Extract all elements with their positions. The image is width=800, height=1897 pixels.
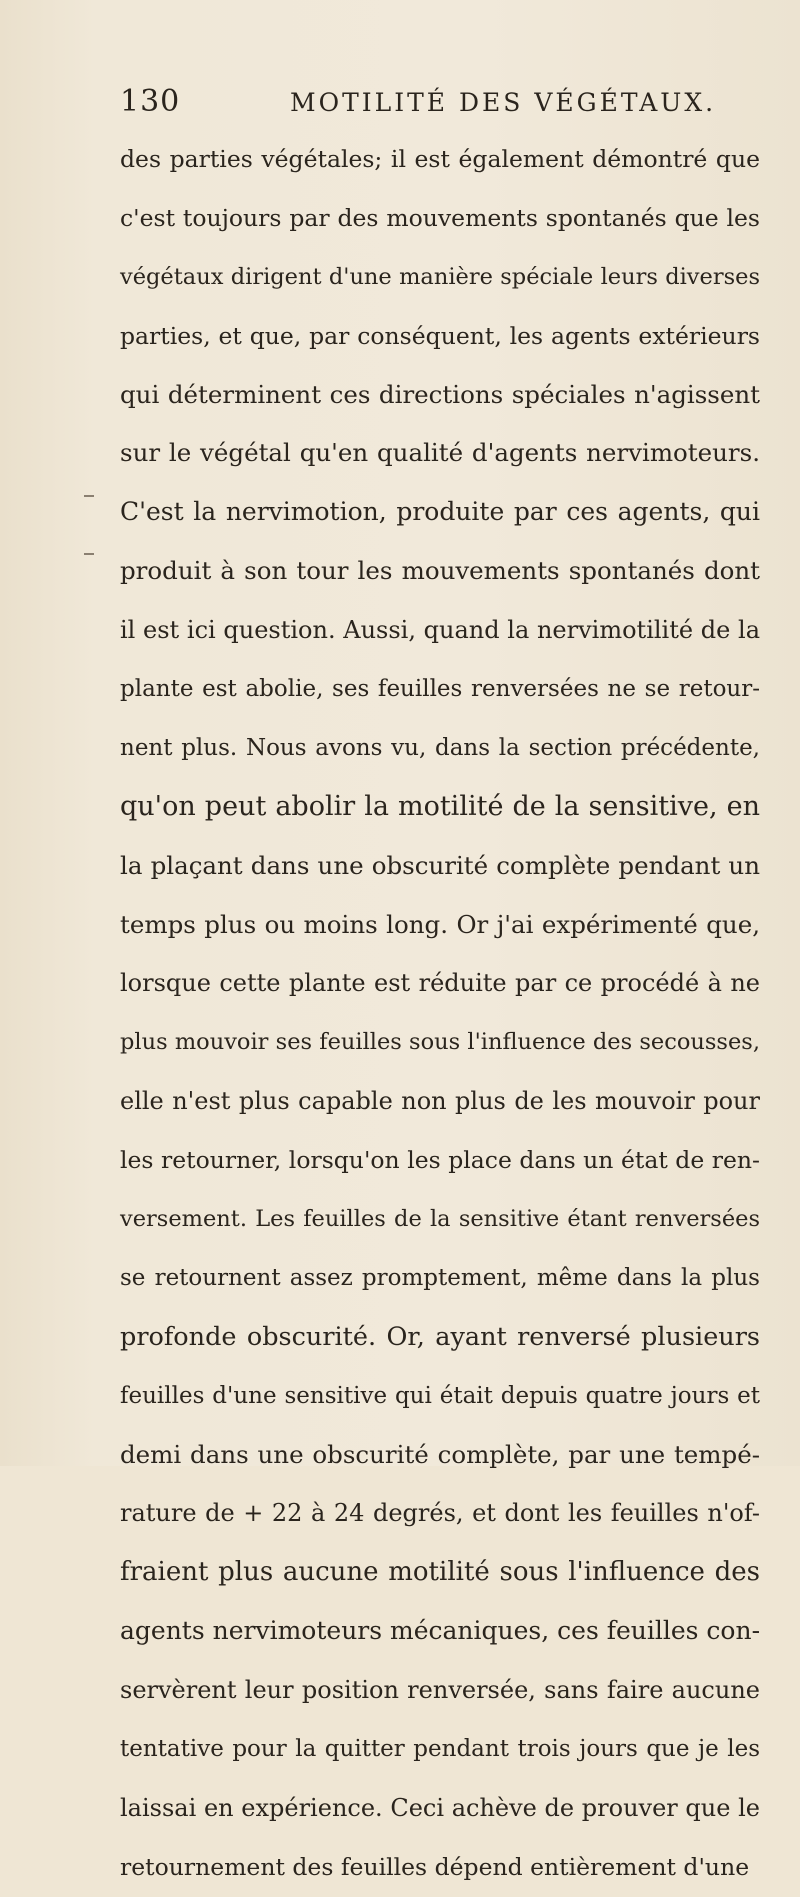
text-line: servèrent leur position renversée, sans faire aucune bbox=[120, 1676, 760, 1705]
text-line: la plaçant dans une obscurité complète pendant un bbox=[120, 850, 760, 880]
text-line: tentative pour la quitter pendant trois jours que je les bbox=[120, 1736, 760, 1763]
text-line: il est ici question. Aussi, quand la nervimotilité de la bbox=[120, 616, 760, 645]
text-line: végétaux dirigent d'une manière spéciale leurs diverses bbox=[120, 263, 760, 290]
text-line: elle n'est plus capable non plus de les mouvoir pour bbox=[120, 1087, 760, 1116]
text-line: retournement des feuilles dépend entièrement d'une bbox=[120, 1852, 750, 1881]
text-line: fraient plus aucune motilité sous l'influence des bbox=[120, 1557, 760, 1588]
margin-mark bbox=[84, 553, 94, 555]
body-text bbox=[120, 130, 760, 1897]
text-line: sur le végétal qu'en qualité d'agents nervimoteurs. bbox=[120, 438, 760, 468]
text-line: c'est toujours par des mouvements spontanés que les bbox=[120, 203, 760, 232]
text-line: agents nervimoteurs mécaniques, ces feuilles con- bbox=[120, 1616, 761, 1646]
text-line: qu'on peut abolir la motilité de la sensitive, en bbox=[120, 790, 760, 822]
text-line: feuilles d'une sensitive qui était depuis quatre jours et bbox=[120, 1382, 760, 1409]
text-line: versement. Les feuilles de la sensitive étant renversées bbox=[120, 1206, 760, 1233]
text-line: demi dans une obscurité complète, par une tempé- bbox=[120, 1439, 760, 1469]
text-line: profonde obscurité. Or, ayant renversé plusieurs bbox=[120, 1321, 760, 1352]
text-line: des parties végétales; il est également démontré que bbox=[120, 145, 760, 173]
text-line: rature de + 22 à 24 degrés, et dont les feuilles n'of- bbox=[120, 1499, 760, 1528]
text-line: C'est la nervimotion, produite par ces agents, qui bbox=[120, 497, 760, 527]
text-line: temps plus ou moins long. Or j'ai expérimenté que, bbox=[120, 909, 760, 939]
text-line: lorsque cette plante est réduite par ce procédé à ne bbox=[120, 969, 760, 998]
text-line: qui déterminent ces directions spéciales n'agissent bbox=[120, 379, 760, 409]
text-line: laissai en expérience. Ceci achève de prouver que le bbox=[120, 1793, 760, 1822]
margin-mark bbox=[84, 495, 94, 497]
text-line: plus mouvoir ses feuilles sous l'influence des secousses, bbox=[120, 1029, 760, 1056]
text-line: les retourner, lorsqu'on les place dans un état de ren- bbox=[120, 1146, 760, 1175]
running-title: MOTILITÉ DES VÉGÉTAUX. bbox=[290, 88, 717, 117]
text-line: produit à son tour les mouvements spontanés dont bbox=[120, 556, 760, 586]
text-line: parties, et que, par conséquent, les agents extérieurs bbox=[120, 321, 760, 350]
text-line: nent plus. Nous avons vu, dans la section précédente, bbox=[120, 734, 760, 761]
text-line: se retournent assez promptement, même dans la plus bbox=[120, 1264, 760, 1291]
page-header bbox=[120, 84, 760, 128]
page-number: 130 bbox=[120, 84, 181, 119]
text-line: plante est abolie, ses feuilles renversées ne se retour- bbox=[120, 676, 760, 703]
